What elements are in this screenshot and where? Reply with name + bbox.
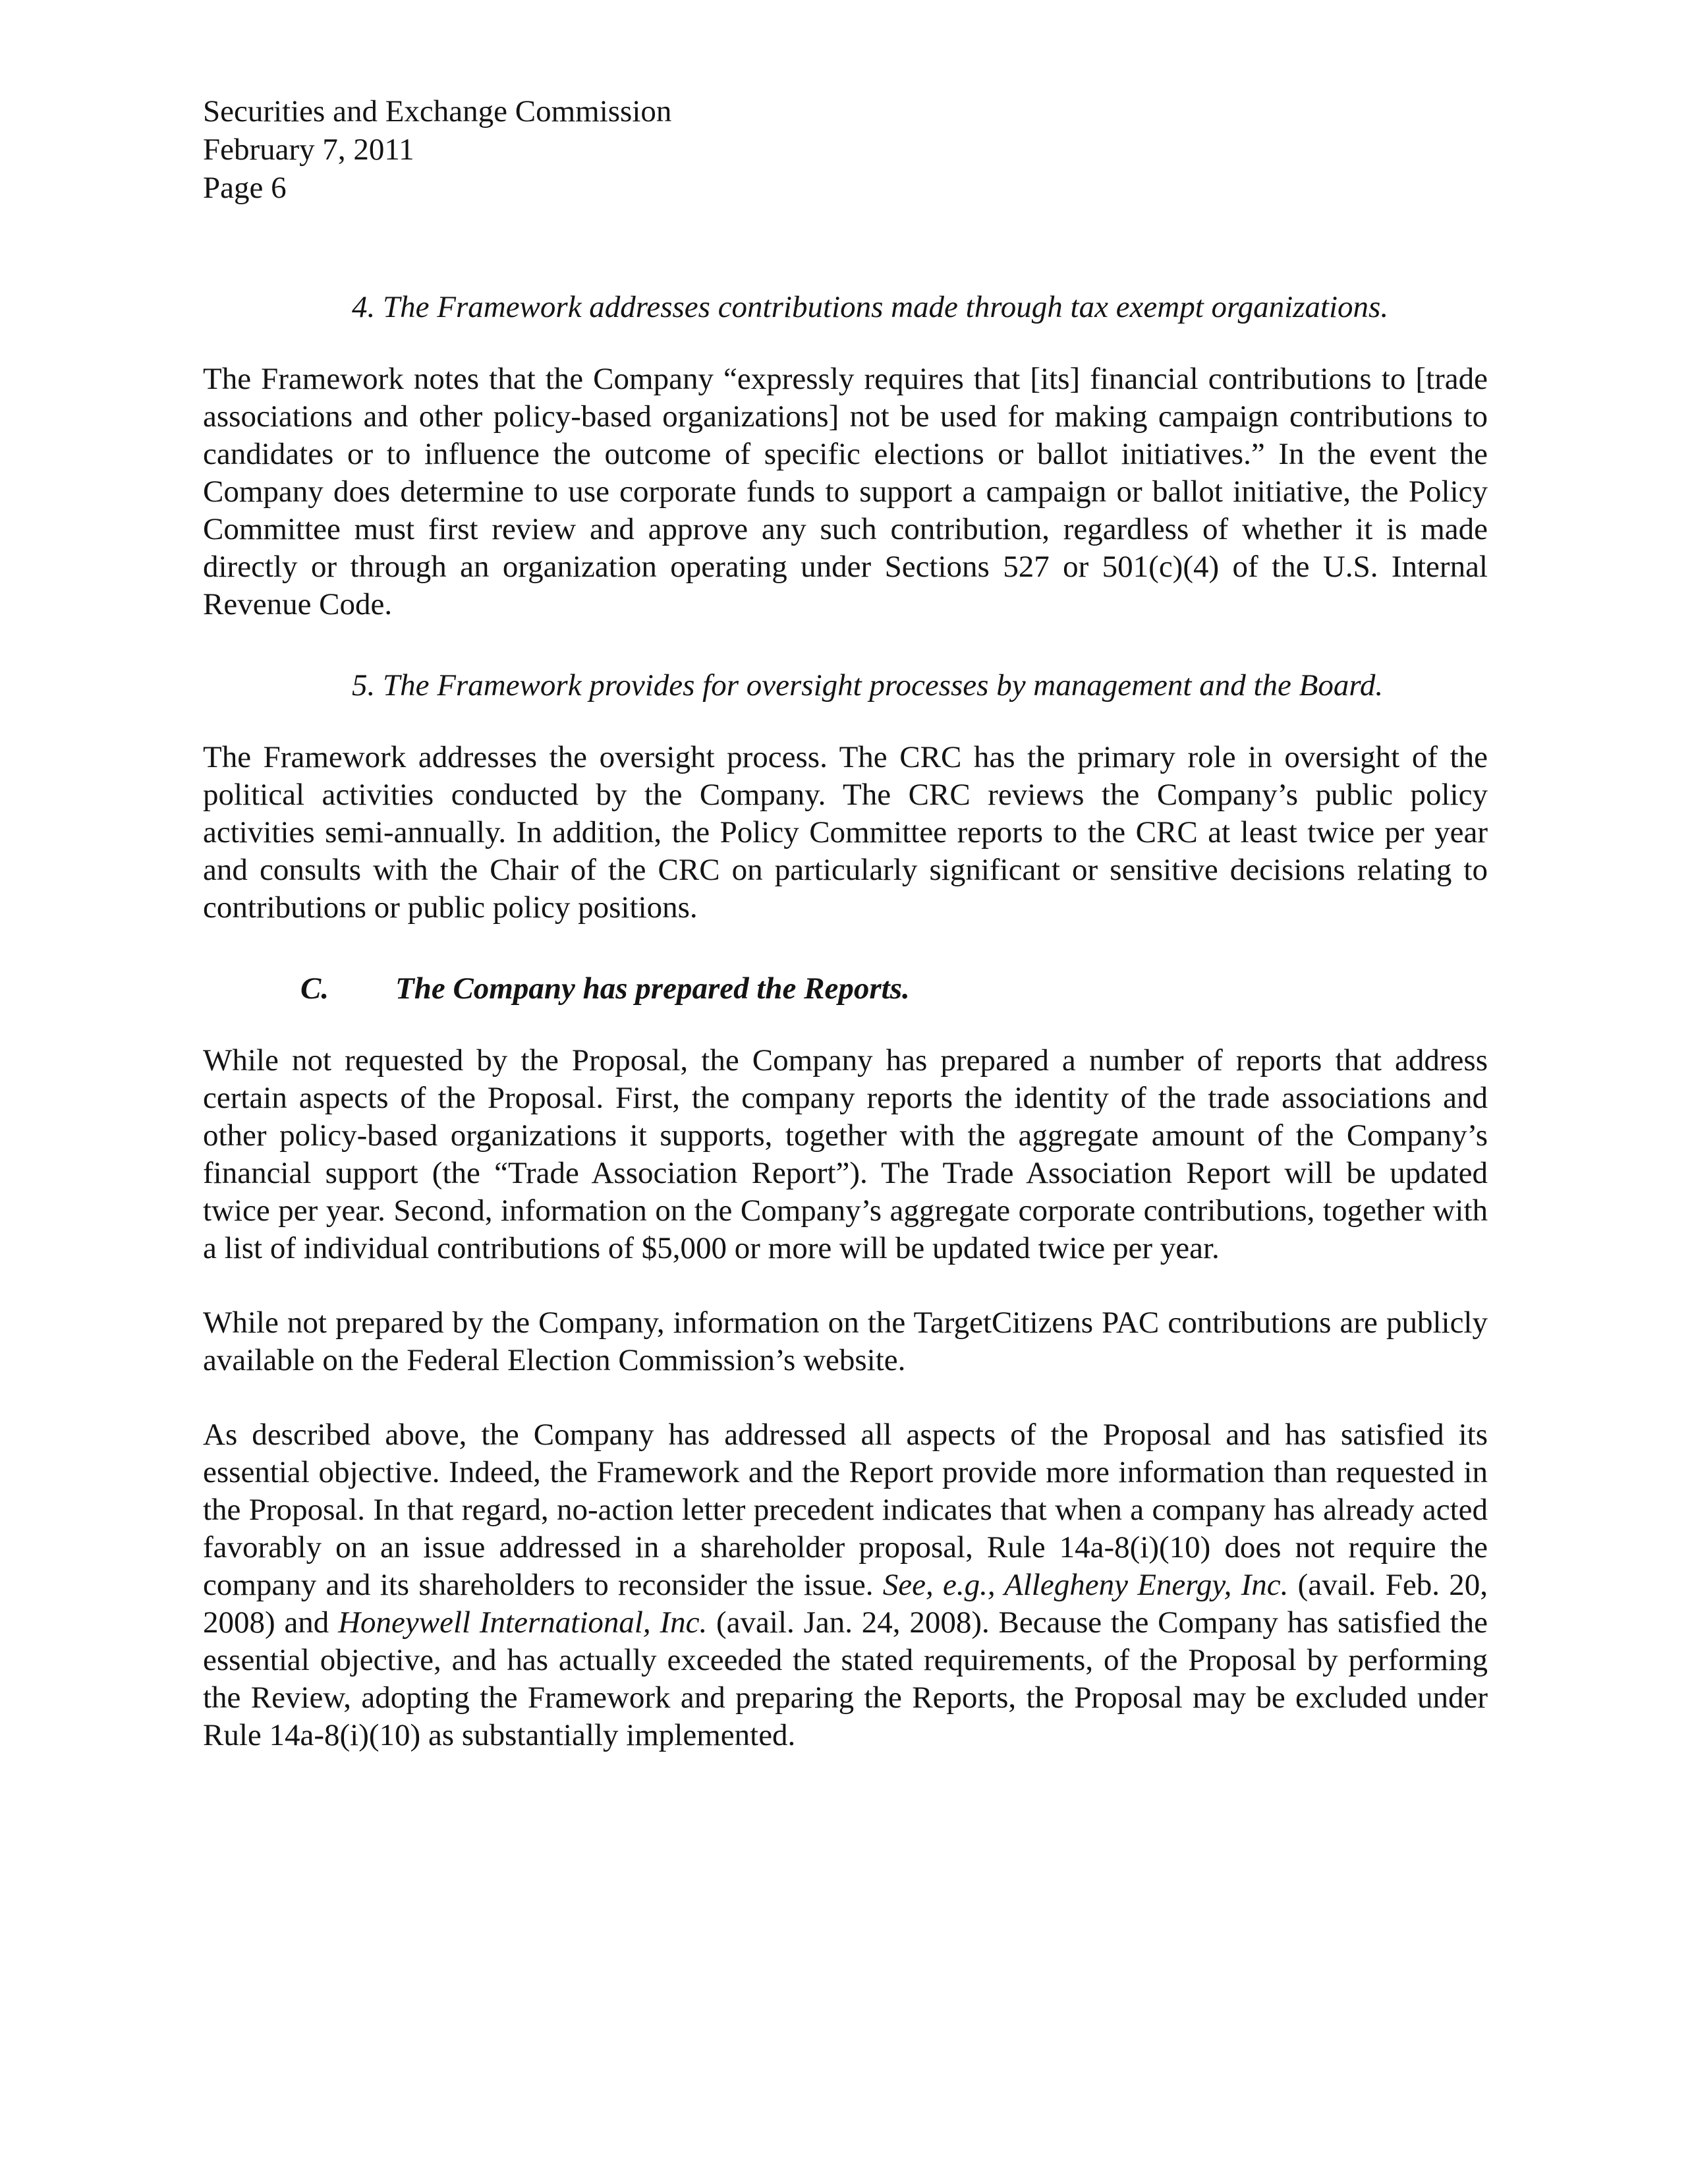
header-page-number: Page 6 (203, 171, 287, 205)
para3-text-1: As described above, the Company has addressed all aspects of the Proposal and has satisfied its essential objective. Indeed, the Framework and the Report provide more information than requested in the Proposal. In that regard, no-action letter precedent indicates that when a company has already acted favorably on an issue addressed in a shareholder proposal, Rule 14a-8(i)(10) does not require the company and its shareholders to reconsider the issue. (203, 1418, 1488, 1602)
header-date: February 7, 2011 (203, 132, 414, 167)
section-4-paragraph: The Framework notes that the Company “expressly requires that [its] financial contributions to [trade associations and other policy-based organizations] not be used for making campaign contributions to candidates or to influence the outcome of specific elections or ballot initiatives.” In the event the Company does determine to use corporate funds to support a campaign or ballot initiative, the Policy Committee must first review and approve any such contribution, regardless of whether it is made directly or through an organization operating under Sections 527 or 501(c)(4) of the U.S. Internal Revenue Code. (203, 362, 1488, 621)
section-4-heading: 4. The Framework addresses contributions made through tax exempt organizations. (352, 290, 1389, 324)
section-c-title: The Company has prepared the Reports. (395, 971, 910, 1006)
section-c-paragraph-2: While not prepared by the Company, information on the TargetCitizens PAC contributions are publicly available on the Federal Election Commission’s website. (203, 1306, 1488, 1377)
para3-text-3: (avail. Jan. 24, 2008). Because the Company has satisfied the essential objective, and has actually exceeded the stated requirements, of the Proposal by performing the Review, adopting the Framework and preparing the Reports, the Proposal may be excluded under Rule 14a-8(i)(10) as substantially implemented. (203, 1605, 1488, 1752)
para3-text-2: (avail. Feb. 20, 2008) and (203, 1568, 1488, 1640)
section-c-letter: C. (300, 971, 329, 1006)
paragraph-spacer (203, 1267, 1488, 1304)
letter-header (203, 92, 1488, 207)
section-c-paragraph-3 (203, 1416, 1488, 1754)
citation-honeywell: Honeywell International, Inc. (338, 1605, 708, 1640)
section-5-paragraph: The Framework addresses the oversight process. The CRC has the primary role in oversight of the political activities conducted by the Company. The CRC reviews the Company’s public policy activities semi-annually. In addition, the Policy Committee reports to the CRC at least twice per year and consults with the Chair of the CRC on particularly significant or sensitive decisions relating to contributions or public policy positions. (203, 740, 1488, 925)
paragraph-spacer (203, 1379, 1488, 1416)
section-c-heading (203, 970, 1488, 1008)
document-page (203, 92, 1488, 1754)
section-c-paragraph-1: While not requested by the Proposal, the Company has prepared a number of reports that address certain aspects of the Proposal. First, the company reports the identity of the trade associations and other policy-based organizations it supports, together with the aggregate amount of the Company’s financial support (the “Trade Association Report”). The Trade Association Report will be updated twice per year. Second, information on the Company’s aggregate corporate contributions, together with a list of individual contributions of $5,000 or more will be updated twice per year. (203, 1043, 1488, 1265)
section-5-heading: 5. The Framework provides for oversight processes by management and the Board. (352, 668, 1384, 703)
citation-allegheny: See, e.g., Allegheny Energy, Inc. (882, 1568, 1289, 1602)
header-recipient: Securities and Exchange Commission (203, 94, 672, 129)
